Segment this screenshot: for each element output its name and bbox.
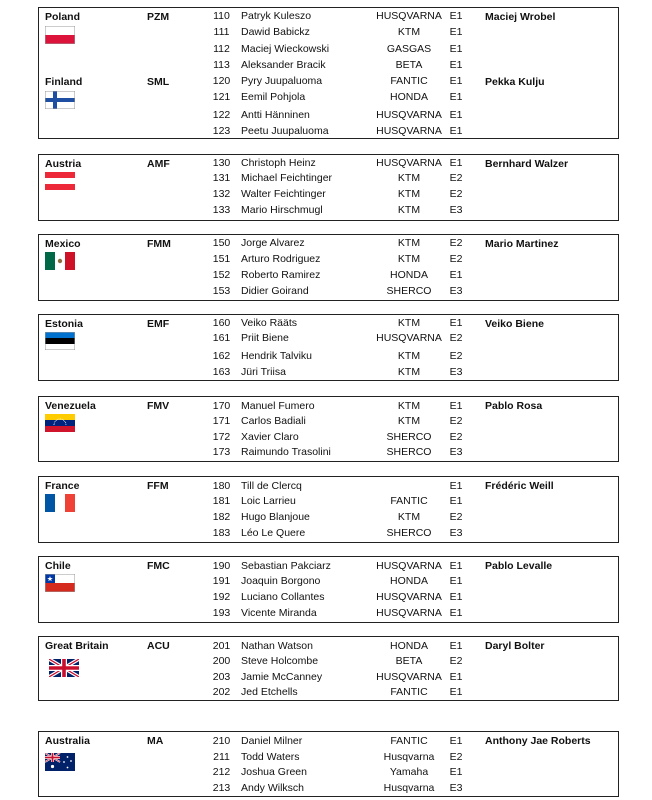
rider-bike: HUSQVARNA <box>376 125 442 137</box>
rider-name: Pyry Juupaluoma <box>241 75 323 87</box>
rider-bike: HUSQVARNA <box>376 332 442 344</box>
rider-number: 182 <box>212 511 231 523</box>
rider-name: Till de Clercq <box>241 480 302 492</box>
rider-class: E1 <box>449 766 463 778</box>
rider-row <box>39 560 618 576</box>
rider-bike: KTM <box>397 415 421 427</box>
rider-bike: KTM <box>397 172 421 184</box>
rider-name: Michael Feichtinger <box>241 172 333 184</box>
rider-name: Maciej Wieckowski <box>241 43 330 55</box>
rider-class: E1 <box>449 269 463 281</box>
rider-class: E2 <box>449 172 463 184</box>
rider-number: 190 <box>212 560 231 572</box>
rider-number: 150 <box>212 237 231 249</box>
rider-number: 183 <box>212 527 231 539</box>
rider-number: 161 <box>212 332 231 344</box>
rider-class: E3 <box>449 285 463 297</box>
rider-name: Jamie McCanney <box>241 671 323 683</box>
rider-bike: KTM <box>397 204 421 216</box>
rider-row <box>39 751 618 767</box>
rider-name: Manuel Fumero <box>241 400 315 412</box>
rider-row <box>39 109 618 125</box>
team-block-great-britain <box>38 636 619 701</box>
rider-class: E2 <box>449 431 463 443</box>
federation-code: SML <box>147 76 170 88</box>
rider-name: Hugo Blanjoue <box>241 511 310 523</box>
rider-number: 210 <box>212 735 231 747</box>
rider-bike: HUSQVARNA <box>376 671 442 683</box>
rider-row <box>39 735 618 751</box>
rider-class: E2 <box>449 253 463 265</box>
rider-row <box>39 10 618 26</box>
rider-row <box>39 59 618 75</box>
rider-name: Jorge Alvarez <box>241 237 305 249</box>
federation-code: AMF <box>147 158 170 170</box>
rider-name: Veiko Rääts <box>241 317 298 329</box>
team-block-australia <box>38 731 619 797</box>
rider-number: 110 <box>213 10 230 22</box>
rider-name: Vicente Miranda <box>241 607 317 619</box>
rider-row <box>39 655 618 671</box>
rider-name: Andy Wilksch <box>241 782 305 794</box>
team-manager: Pablo Levalle <box>485 560 553 572</box>
team-manager: Mario Martinez <box>485 238 559 250</box>
rider-row <box>39 366 618 382</box>
rider-row <box>39 527 618 543</box>
team-manager: Bernhard Walzer <box>485 158 569 170</box>
rider-number: 163 <box>212 366 231 378</box>
rider-bike: SHERCO <box>386 527 432 539</box>
rider-number: 200 <box>212 655 231 667</box>
rider-name: Sebastian Pakciarz <box>241 560 331 572</box>
rider-name: Jüri Triisa <box>241 366 286 378</box>
rider-bike: KTM <box>397 366 421 378</box>
rider-bike: KTM <box>397 511 421 523</box>
rider-name: Carlos Badiali <box>241 415 306 427</box>
rider-class: E1 <box>449 640 463 652</box>
rider-number: 172 <box>212 431 231 443</box>
rider-number: 131 <box>212 172 231 184</box>
rider-class: E3 <box>449 204 463 216</box>
rider-name: Loic Larrieu <box>241 495 296 507</box>
rider-row <box>39 253 618 269</box>
team-manager: Daryl Bolter <box>485 640 545 652</box>
rider-class: E1 <box>449 157 463 169</box>
rider-row <box>39 607 618 623</box>
team-manager: Anthony Jae Roberts <box>485 735 591 747</box>
rider-name: Roberto Ramirez <box>241 269 321 281</box>
rider-number: 162 <box>212 350 231 362</box>
rider-bike: KTM <box>397 237 421 249</box>
rider-row <box>39 446 618 462</box>
federation-code: MA <box>147 735 164 747</box>
country-name: Australia <box>45 735 90 747</box>
rider-class: E1 <box>449 560 463 572</box>
rider-class: E1 <box>449 109 463 121</box>
rider-name: Jed Etchells <box>241 686 298 698</box>
rider-bike: HONDA <box>390 575 428 587</box>
rider-class: E2 <box>449 511 463 523</box>
rider-bike: KTM <box>397 253 421 265</box>
rider-bike: GASGAS <box>386 43 432 55</box>
rider-row <box>39 269 618 285</box>
rider-bike: HUSQVARNA <box>376 157 442 169</box>
rider-class: E3 <box>449 446 463 458</box>
country-name: Venezuela <box>45 400 96 412</box>
country-name: Finland <box>45 76 83 88</box>
rider-row <box>39 237 618 253</box>
rider-number: 201 <box>212 640 231 652</box>
rider-number: 160 <box>212 317 231 329</box>
rider-class: E1 <box>449 75 463 87</box>
rider-bike: KTM <box>397 400 421 412</box>
rider-number: 192 <box>212 591 231 603</box>
federation-code: FMC <box>147 560 170 572</box>
rider-class: E1 <box>449 495 463 507</box>
rider-row <box>39 400 618 416</box>
rider-row <box>39 26 618 42</box>
team-manager: Veiko Biene <box>485 318 544 330</box>
rider-row <box>39 431 618 447</box>
rider-class: E1 <box>449 607 463 619</box>
rider-class: E1 <box>449 59 463 71</box>
rider-bike: FANTIC <box>390 735 428 747</box>
rider-number: 123 <box>212 125 231 137</box>
rider-bike: HONDA <box>390 640 428 652</box>
rider-bike: HUSQVARNA <box>376 607 442 619</box>
rider-number: 120 <box>212 75 231 87</box>
rider-name: Raimundo Trasolini <box>241 446 331 458</box>
rider-bike: KTM <box>397 350 421 362</box>
rider-bike: KTM <box>397 188 421 200</box>
rider-number: 212 <box>212 766 231 778</box>
rider-class: E2 <box>449 237 463 249</box>
team-block-venezuela <box>38 396 619 462</box>
rider-class: E1 <box>449 125 463 137</box>
rider-row <box>39 575 618 591</box>
rider-class: E1 <box>449 591 463 603</box>
rider-class: E3 <box>449 366 463 378</box>
rider-row <box>39 91 618 107</box>
rider-class: E1 <box>449 575 463 587</box>
country-name: Estonia <box>45 318 83 330</box>
rider-row <box>39 495 618 511</box>
rider-bike: Yamaha <box>389 766 429 778</box>
team-manager: Pekka Kulju <box>485 76 545 88</box>
federation-code: PZM <box>147 11 170 23</box>
rider-row <box>39 157 618 173</box>
rider-row <box>39 172 618 188</box>
rider-row <box>39 350 618 366</box>
country-name: Poland <box>45 11 81 23</box>
rider-name: Antti Hänninen <box>241 109 310 121</box>
federation-code: FFM <box>147 480 169 492</box>
rider-row <box>39 125 618 141</box>
rider-row <box>39 591 618 607</box>
rider-name: Hendrik Talviku <box>241 350 313 362</box>
rider-number: 132 <box>212 188 231 200</box>
rider-row <box>39 332 618 348</box>
rider-bike: HONDA <box>390 269 428 281</box>
rider-bike: HONDA <box>390 91 428 103</box>
rider-row <box>39 511 618 527</box>
rider-name: Aleksander Bracik <box>241 59 326 71</box>
country-name: Mexico <box>45 238 81 250</box>
rider-number: 151 <box>212 253 231 265</box>
rider-number: 203 <box>212 671 231 683</box>
rider-row <box>39 480 618 496</box>
rider-bike: FANTIC <box>390 686 428 698</box>
rider-class: E2 <box>449 751 463 763</box>
rider-number: 180 <box>212 480 231 492</box>
rider-name: Todd Waters <box>241 751 300 763</box>
team-block-mexico <box>38 234 619 301</box>
rider-class: E1 <box>449 400 463 412</box>
rider-class: E1 <box>449 671 463 683</box>
rider-row <box>39 640 618 656</box>
rider-class: E2 <box>449 188 463 200</box>
rider-name: Joaquin Borgono <box>241 575 321 587</box>
rider-name: Priit Biene <box>241 332 289 344</box>
rider-class: E1 <box>449 735 463 747</box>
rider-class: E2 <box>449 332 463 344</box>
rider-row <box>39 285 618 301</box>
team-block-poland-finland <box>38 7 619 139</box>
rider-name: Daniel Milner <box>241 735 303 747</box>
rider-number: 152 <box>212 269 231 281</box>
rider-number: 113 <box>213 59 230 71</box>
rider-bike: SHERCO <box>386 446 432 458</box>
rider-row <box>39 188 618 204</box>
federation-code: FMV <box>147 400 170 412</box>
rider-row <box>39 766 618 782</box>
rider-class: E1 <box>449 91 463 103</box>
rider-row <box>39 317 618 333</box>
rider-number: 191 <box>212 575 231 587</box>
rider-number: 171 <box>212 415 231 427</box>
rider-number: 121 <box>212 91 231 103</box>
rider-class: E1 <box>449 686 463 698</box>
rider-bike: KTM <box>397 317 421 329</box>
rider-number: 211 <box>213 751 230 763</box>
rider-number: 111 <box>213 26 230 38</box>
rider-name: Xavier Claro <box>241 431 299 443</box>
rider-bike: Husqvarna <box>383 782 435 794</box>
rider-class: E1 <box>449 10 463 22</box>
rider-class: E1 <box>449 43 463 55</box>
rider-row <box>39 75 618 91</box>
team-block-chile <box>38 556 619 623</box>
rider-number: 133 <box>212 204 231 216</box>
rider-class: E2 <box>449 655 463 667</box>
rider-bike: HUSQVARNA <box>376 109 442 121</box>
rider-bike: FANTIC <box>390 495 428 507</box>
rider-number: 202 <box>212 686 231 698</box>
rider-bike: KTM <box>397 26 421 38</box>
rider-name: Joshua Green <box>241 766 307 778</box>
rider-number: 193 <box>212 607 231 619</box>
rider-name: Christoph Heinz <box>241 157 316 169</box>
rider-name: Peetu Juupaluoma <box>241 125 329 137</box>
rider-number: 112 <box>213 43 230 55</box>
rider-name: Walter Feichtinger <box>241 188 326 200</box>
rider-bike: Husqvarna <box>383 751 435 763</box>
rider-name: Eemil Pohjola <box>241 91 306 103</box>
rider-name: Steve Holcombe <box>241 655 319 667</box>
rider-class: E1 <box>449 26 463 38</box>
rider-bike: HUSQVARNA <box>376 560 442 572</box>
rider-row <box>39 686 618 702</box>
rider-name: Patryk Kuleszo <box>241 10 312 22</box>
rider-name: Dawid Babickz <box>241 26 310 38</box>
rider-class: E3 <box>449 782 463 794</box>
federation-code: FMM <box>147 238 171 250</box>
rider-number: 153 <box>212 285 231 297</box>
rider-name: Arturo Rodriguez <box>241 253 321 265</box>
rider-bike: HUSQVARNA <box>376 591 442 603</box>
rider-row <box>39 204 618 220</box>
rider-number: 173 <box>212 446 231 458</box>
rider-class: E1 <box>449 480 463 492</box>
country-name: Chile <box>45 560 71 572</box>
rider-bike: HUSQVARNA <box>376 10 442 22</box>
rider-bike: SHERCO <box>386 285 432 297</box>
rider-bike: BETA <box>395 655 423 667</box>
team-block-estonia <box>38 314 619 381</box>
rider-number: 122 <box>212 109 231 121</box>
rider-number: 213 <box>212 782 231 794</box>
rider-name: Luciano Collantes <box>241 591 325 603</box>
rider-row <box>39 43 618 59</box>
rider-row <box>39 782 618 798</box>
rider-name: Didier Goirand <box>241 285 309 297</box>
team-block-france <box>38 476 619 543</box>
rider-bike: SHERCO <box>386 431 432 443</box>
rider-class: E2 <box>449 350 463 362</box>
rider-name: Mario Hirschmugl <box>241 204 323 216</box>
rider-row <box>39 671 618 687</box>
country-name: France <box>45 480 80 492</box>
rider-class: E1 <box>449 317 463 329</box>
rider-name: Nathan Watson <box>241 640 313 652</box>
country-name: Great Britain <box>45 640 109 652</box>
federation-code: EMF <box>147 318 170 330</box>
rider-number: 130 <box>212 157 231 169</box>
rider-number: 170 <box>212 400 231 412</box>
rider-bike: BETA <box>395 59 423 71</box>
team-manager: Pablo Rosa <box>485 400 543 412</box>
team-manager: Frédéric Weill <box>485 480 554 492</box>
rider-bike: FANTIC <box>390 75 428 87</box>
team-manager: Maciej Wrobel <box>485 11 556 23</box>
rider-name: Léo Le Quere <box>241 527 306 539</box>
rider-row <box>39 415 618 431</box>
country-name: Austria <box>45 158 82 170</box>
rider-class: E3 <box>449 527 463 539</box>
rider-number: 181 <box>212 495 231 507</box>
team-block-austria <box>38 154 619 221</box>
rider-class: E2 <box>449 415 463 427</box>
federation-code: ACU <box>147 640 170 652</box>
